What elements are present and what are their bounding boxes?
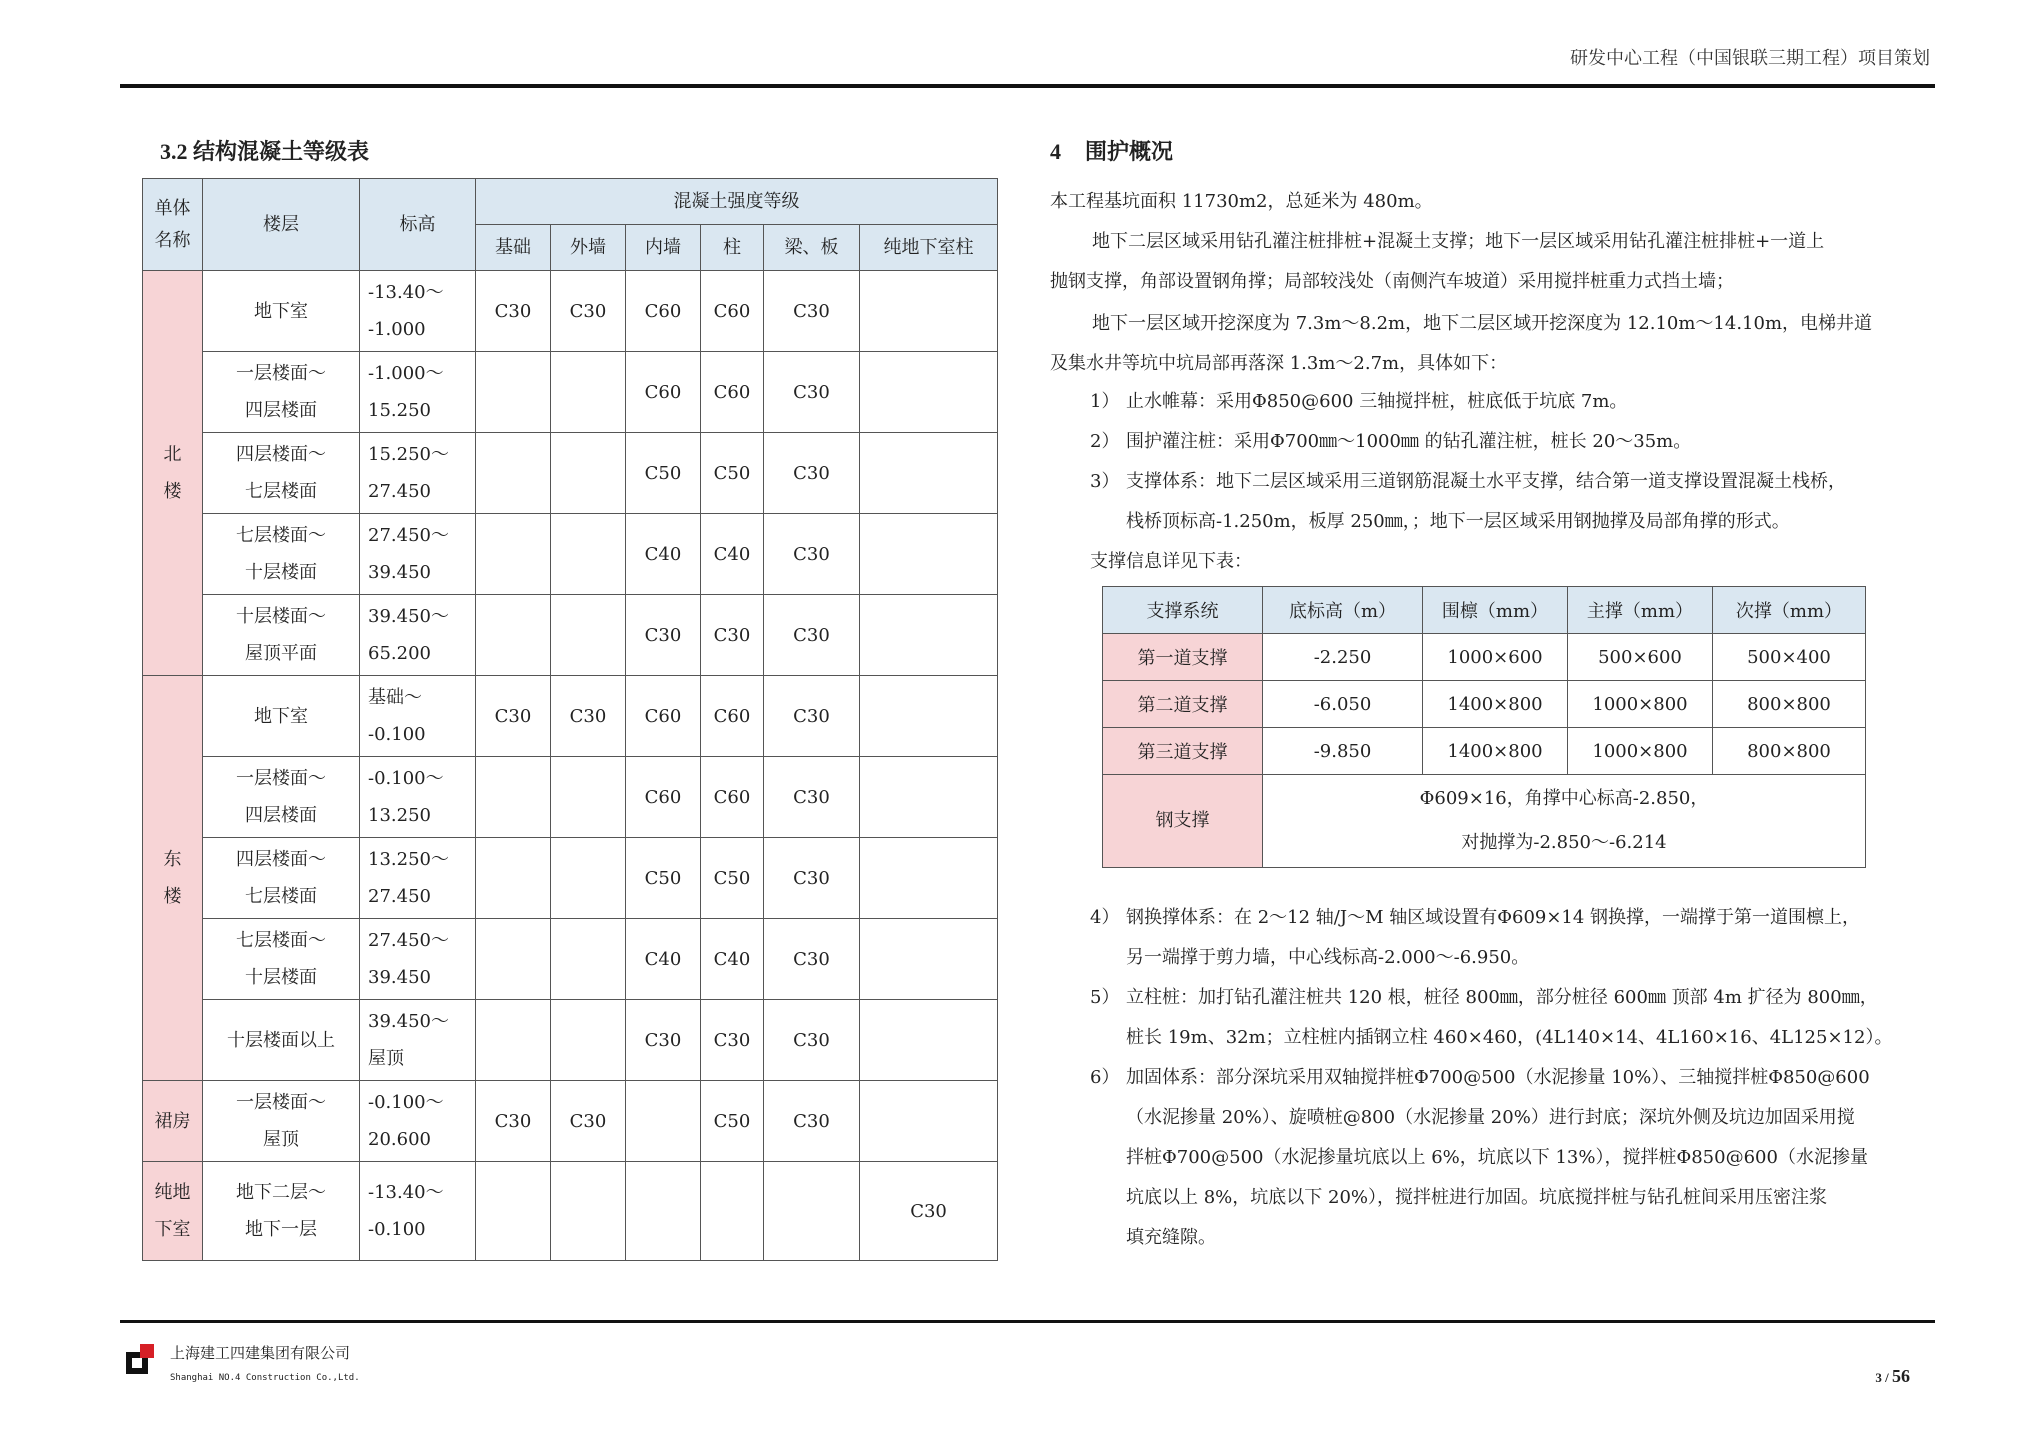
grade-cell: C30	[764, 838, 860, 919]
header-rule	[120, 84, 1935, 88]
grade-cell: C30	[476, 1081, 551, 1162]
grade-cell: C30	[860, 1162, 998, 1261]
grade-cell	[476, 1000, 551, 1081]
grade-cell: C60	[701, 757, 764, 838]
grade-cell	[860, 595, 998, 676]
grade-cell	[551, 919, 626, 1000]
grade-cell	[701, 1162, 764, 1261]
grade-cell: C30	[476, 676, 551, 757]
table-row	[143, 1081, 998, 1162]
elevation-cell: 13.250～ 27.450	[360, 838, 476, 919]
header-col-column: 柱	[701, 225, 764, 271]
table-row	[143, 352, 998, 433]
grade-cell	[860, 757, 998, 838]
grade-cell: C30	[701, 1000, 764, 1081]
list-item: 2） 围护灌注桩：采用Φ700㎜～1000㎜ 的钻孔灌注桩，桩长 20～35m。	[1090, 431, 1692, 452]
support-info-table	[1102, 586, 1866, 868]
grade-cell: C30	[764, 757, 860, 838]
grade-cell	[551, 838, 626, 919]
support-header: 底标高（m）	[1263, 587, 1423, 634]
table-row	[143, 514, 998, 595]
grade-cell	[476, 838, 551, 919]
grade-cell: C30	[764, 271, 860, 352]
support-header: 围檩（mm）	[1423, 587, 1568, 634]
paragraph-methods-line1: 地下二层区域采用钻孔灌注桩排桩+混凝土支撑；地下一层区域采用钻孔灌注桩排桩+一道上	[1092, 231, 1825, 252]
concrete-table-body	[143, 271, 998, 1261]
table-row	[143, 676, 998, 757]
floor-cell: 地下室	[203, 676, 360, 757]
grade-cell	[476, 514, 551, 595]
floor-cell: 四层楼面～ 七层楼面	[203, 433, 360, 514]
grade-cell	[860, 919, 998, 1000]
grade-cell: C50	[701, 838, 764, 919]
concrete-grade-table	[142, 178, 998, 1261]
header-col-outer-wall: 外墙	[551, 225, 626, 271]
table-row	[143, 1162, 998, 1261]
grade-cell	[551, 595, 626, 676]
grade-cell	[476, 1162, 551, 1261]
grade-cell: C50	[701, 433, 764, 514]
list-item: 4） 钢换撑体系：在 2～12 轴/J～M 轴区域设置有Φ609×14 钢换撑，一端撑于第一道围檩上， 另一端撑于剪力墙，中心线标高-2.000～-6.950。	[1090, 907, 1861, 968]
grade-cell	[860, 1000, 998, 1081]
company-name-cn: 上海建工四建集团有限公司	[170, 1344, 351, 1362]
floor-cell: 七层楼面～ 十层楼面	[203, 919, 360, 1000]
company-logo-icon	[126, 1342, 160, 1382]
table-row: 第二道支撑 -6.050 1400×800 1000×800 800×800	[1103, 681, 1866, 728]
elevation-cell: 39.450～ 65.200	[360, 595, 476, 676]
table-row	[143, 433, 998, 514]
floor-cell: 十层楼面～ 屋顶平面	[203, 595, 360, 676]
grade-cell	[551, 514, 626, 595]
grade-cell: C60	[626, 271, 701, 352]
grade-cell	[860, 271, 998, 352]
section-title-enclosure	[1050, 135, 1173, 166]
grade-cell	[551, 352, 626, 433]
elevation-cell: -0.100～ 13.250	[360, 757, 476, 838]
grade-cell	[860, 433, 998, 514]
grade-cell	[551, 1162, 626, 1261]
floor-cell: 地下室	[203, 271, 360, 352]
section-number: 4	[1050, 139, 1061, 164]
paragraph-depth-line1: 地下一层区域开挖深度为 7.3m～8.2m，地下二层区域开挖深度为 12.10m～14.10m，电梯井道	[1092, 313, 1873, 334]
grade-cell: C30	[764, 1000, 860, 1081]
header-title: 研发中心工程（中国银联三期工程）项目策划	[1570, 48, 1930, 69]
grade-cell	[626, 1081, 701, 1162]
header-elevation: 标高	[360, 179, 476, 271]
grade-cell: C60	[626, 352, 701, 433]
grade-cell	[860, 514, 998, 595]
floor-cell: 地下二层～ 地下一层	[203, 1162, 360, 1261]
grade-cell	[551, 757, 626, 838]
grade-cell: C30	[764, 1081, 860, 1162]
grade-cell	[551, 1000, 626, 1081]
grade-cell	[551, 433, 626, 514]
grade-cell: C30	[764, 676, 860, 757]
grade-cell	[476, 757, 551, 838]
list-item: 1） 止水帷幕：采用Φ850@600 三轴搅拌桩，桩底低于坑底 7m。	[1090, 391, 1628, 412]
grade-cell: C40	[701, 514, 764, 595]
grade-cell	[860, 676, 998, 757]
support-header: 支撑系统	[1103, 587, 1263, 634]
grade-cell	[476, 595, 551, 676]
floor-cell: 四层楼面～ 七层楼面	[203, 838, 360, 919]
grade-cell	[476, 352, 551, 433]
floor-cell: 一层楼面～ 四层楼面	[203, 352, 360, 433]
header-col-foundation: 基础	[476, 225, 551, 271]
table-row	[143, 919, 998, 1000]
table-row	[143, 1000, 998, 1081]
grade-cell	[860, 838, 998, 919]
elevation-cell: 27.450～ 39.450	[360, 919, 476, 1000]
header-floor: 楼层	[203, 179, 360, 271]
elevation-cell: 15.250～ 27.450	[360, 433, 476, 514]
unit-name-cell: 裙房	[143, 1081, 203, 1162]
grade-cell: C30	[626, 1000, 701, 1081]
elevation-cell: 基础～ -0.100	[360, 676, 476, 757]
section-title-text: 围护概况	[1085, 139, 1174, 164]
unit-name-cell: 纯地 下室	[143, 1162, 203, 1261]
table-row: 第一道支撑 -2.250 1000×600 500×600 500×400	[1103, 634, 1866, 681]
elevation-cell: 39.450～ 屋顶	[360, 1000, 476, 1081]
grade-cell	[476, 433, 551, 514]
section-title-concrete: 3.2 结构混凝土等级表	[160, 139, 370, 164]
unit-name-cell: 北 楼	[143, 271, 203, 676]
paragraph-methods-line2: 抛钢支撑，角部设置钢角撑；局部较浅处（南侧汽车坡道）采用搅拌桩重力式挡土墙；	[1050, 271, 1734, 292]
paragraph-area: 本工程基坑面积 11730m2，总延米为 480m。	[1050, 191, 1433, 212]
floor-cell: 七层楼面～ 十层楼面	[203, 514, 360, 595]
grade-cell: C30	[764, 514, 860, 595]
list-item-continuation: 栈桥顶标高-1.250m，板厚 250㎜，；地下一层区域采用钢抛撑及局部角撑的形式。	[1126, 511, 1790, 532]
table-row	[143, 757, 998, 838]
floor-cell: 一层楼面～ 四层楼面	[203, 757, 360, 838]
grade-cell: C30	[764, 919, 860, 1000]
page-number: 3 / 56	[1875, 1366, 1910, 1386]
header-col-inner-wall: 内墙	[626, 225, 701, 271]
grade-cell: C60	[626, 676, 701, 757]
footer-rule	[120, 1320, 1935, 1323]
grade-cell	[860, 352, 998, 433]
floor-cell: 一层楼面～ 屋顶	[203, 1081, 360, 1162]
grade-cell: C50	[626, 838, 701, 919]
header-unit-name: 单体 名称	[143, 179, 203, 271]
elevation-cell: -13.40～ -0.100	[360, 1162, 476, 1261]
list-item: 5） 立柱桩：加打钻孔灌注桩共 120 根，桩径 800㎜，部分桩径 600㎜ 顶部 4m 扩径为 800㎜， 桩长 19m、32m；立柱桩内插钢立柱 460×460，(4L140×14、4L160×16、4L125×12）。	[1090, 987, 1893, 1048]
grade-cell	[626, 1162, 701, 1261]
support-header: 主撑（mm）	[1568, 587, 1713, 634]
company-name-en: Shanghai NO.4 Construction Co.,Ltd.	[170, 1373, 360, 1383]
grade-cell	[860, 1081, 998, 1162]
elevation-cell: 27.450～ 39.450	[360, 514, 476, 595]
grade-cell: C30	[764, 352, 860, 433]
table-row: 第三道支撑 -9.850 1400×800 1000×800 800×800	[1103, 728, 1866, 775]
list-item: 6） 加固体系：部分深坑采用双轴搅拌桩Φ700@500（水泥掺量 10%）、三轴搅拌桩Φ850@600 （水泥掺量 20%）、旋喷桩@800（水泥掺量 20%）进行封底；深坑外侧及坑边加固采用搅 拌桩Φ700@500（水泥掺量坑底以上 6%，坑底以下 13%），搅拌桩Φ850@600（水泥掺量 坑底以上 8%，坑底以下 20%），搅拌桩进行加固。坑底搅拌桩与钻孔桩间采用压密注浆 填充缝隙。	[1090, 1067, 1870, 1248]
steel-support-description: Φ609×16，角撑中心标高-2.850， 对抛撑为-2.850～-6.214	[1263, 775, 1866, 868]
support-table-intro: 支撑信息详见下表：	[1090, 551, 1252, 572]
elevation-cell: -1.000～ 15.250	[360, 352, 476, 433]
support-header: 次撑（mm）	[1713, 587, 1866, 634]
grade-cell: C50	[701, 1081, 764, 1162]
grade-cell	[764, 1162, 860, 1261]
floor-cell: 十层楼面以上	[203, 1000, 360, 1081]
elevation-cell: -0.100～ 20.600	[360, 1081, 476, 1162]
grade-cell: C30	[551, 676, 626, 757]
table-row-steel-support: 钢支撑 Φ609×16，角撑中心标高-2.850， 对抛撑为-2.850～-6.214	[1103, 775, 1866, 868]
grade-cell: C30	[764, 433, 860, 514]
table-row	[143, 595, 998, 676]
elevation-cell: -13.40～ -1.000	[360, 271, 476, 352]
grade-cell	[476, 919, 551, 1000]
grade-cell: C30	[626, 595, 701, 676]
grade-cell: C30	[476, 271, 551, 352]
grade-cell: C30	[551, 271, 626, 352]
grade-cell: C60	[626, 757, 701, 838]
header-col-beam-slab: 梁、板	[764, 225, 860, 271]
grade-cell: C60	[701, 271, 764, 352]
grade-cell: C40	[626, 919, 701, 1000]
grade-cell: C30	[551, 1081, 626, 1162]
grade-cell: C60	[701, 676, 764, 757]
grade-cell: C40	[626, 514, 701, 595]
table-row	[143, 271, 998, 352]
table-row	[143, 838, 998, 919]
header-col-basement-column: 纯地下室柱	[860, 225, 998, 271]
grade-cell: C30	[701, 595, 764, 676]
grade-cell: C30	[764, 595, 860, 676]
unit-name-cell: 东 楼	[143, 676, 203, 1081]
grade-cell: C40	[701, 919, 764, 1000]
grade-cell: C50	[626, 433, 701, 514]
grade-cell: C60	[701, 352, 764, 433]
header-grade-group: 混凝土强度等级	[476, 179, 998, 225]
list-item: 3） 支撑体系：地下二层区域采用三道钢筋混凝土水平支撑，结合第一道支撑设置混凝土栈桥，	[1090, 471, 1846, 492]
paragraph-depth-line2: 及集水井等坑中坑局部再落深 1.3m～2.7m，具体如下：	[1050, 353, 1508, 374]
